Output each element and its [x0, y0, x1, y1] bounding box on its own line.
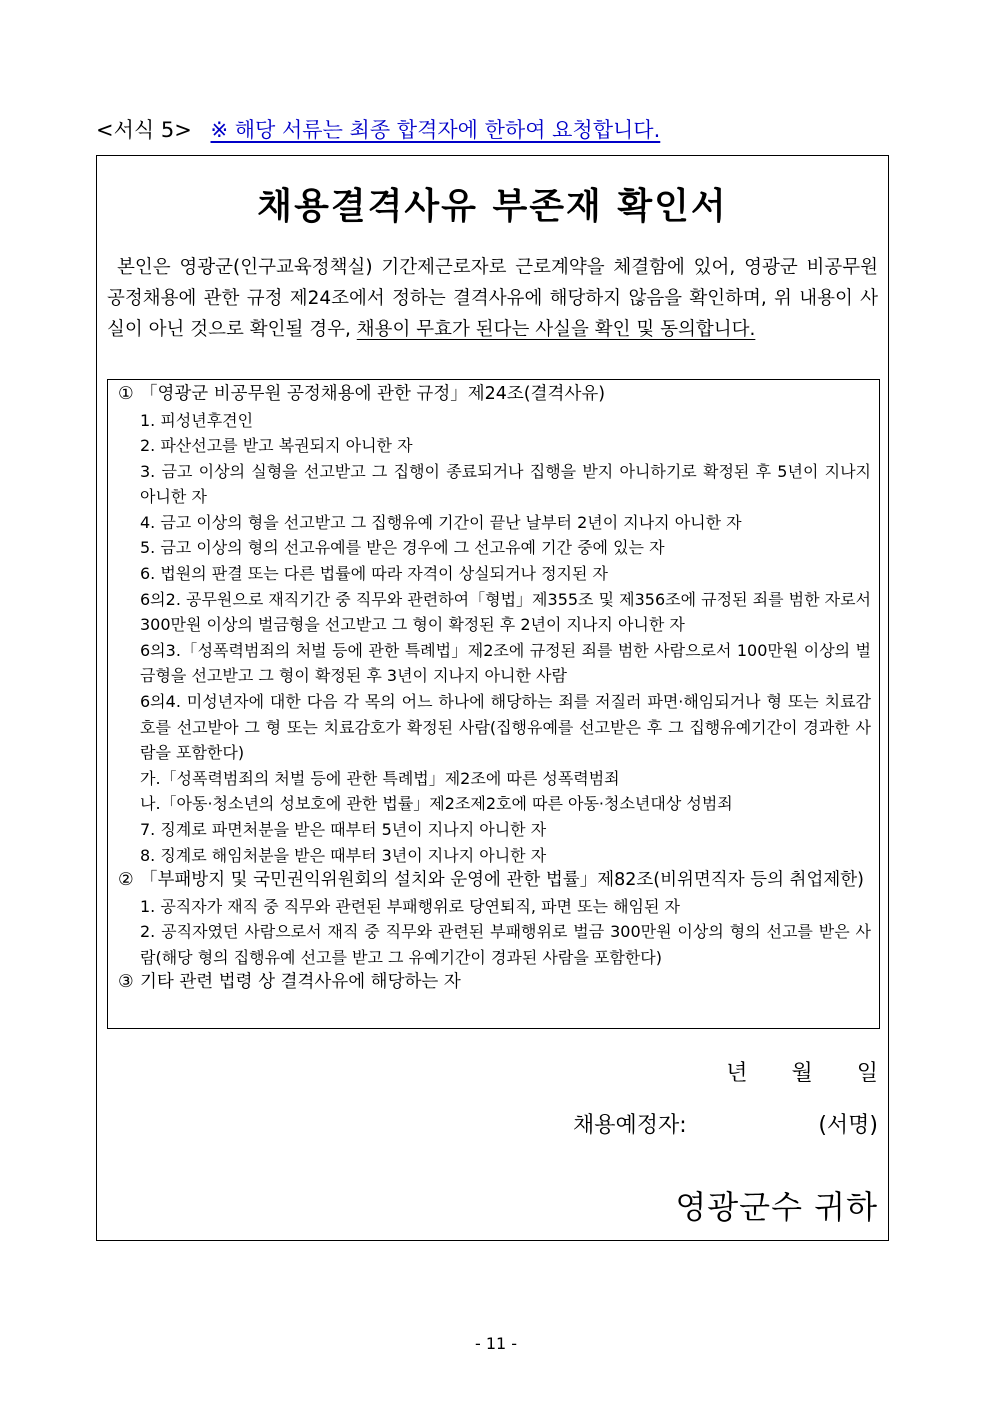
form-number-label: <서식 5>: [96, 118, 192, 142]
month-label: 월: [791, 1061, 813, 1086]
disqualification-regulations-box: [107, 379, 880, 1029]
form-header: [96, 114, 660, 144]
law1-items: [118, 408, 871, 869]
list-item: 6의4. 미성년자에 대한 다음 각 목의 어느 하나에 해당하는 죄를 저질러 파면·해임되거나 형 또는 치료감호를 선고받아 그 형 또는 치료감호가 확정된 사람(집행유예를 선고받은 후 그 집행유예기간이 경과한 사람을 포함한다): [140, 692, 871, 763]
list-item: 8. 징계로 해임처분을 받은 때부터 3년이 지나지 아니한 자: [140, 845, 547, 865]
list-item: 6의2. 공무원으로 재직기간 중 직무와 관련하여「형법」제355조 및 제356조에 규정된 죄를 범한 자로서 300만원 이상의 벌금형을 선고받고 그 형이 확정된 후 2년이 지나지 아니한 자: [140, 589, 871, 635]
list-item: 2. 공직자였던 사람으로서 재직 중 직무와 관련된 부패행위로 벌금 300만원 이상의 형의 선고를 받은 사람(해당 형의 집행유예 선고를 받고 그 유예기간이 경과된 사람을 포함한다): [140, 922, 871, 967]
list-item: 4. 금고 이상의 형을 선고받고 그 집행유예 기간이 끝난 날부터 2년이 지나지 아니한 자: [140, 512, 742, 532]
signature-line: [573, 1108, 878, 1139]
addressee: 영광군수 귀하: [675, 1188, 878, 1226]
law2-items: [118, 894, 871, 971]
list-item: 1. 피성년후견인: [140, 410, 254, 430]
final-applicant-notice: ※ 해당 서류는 최종 합격자에 한하여 요청합니다.: [210, 118, 661, 142]
law3-marker: ③: [118, 972, 134, 993]
law2-title: 「부패방지 및 국민권익위원회의 설치와 운영에 관한 법률」제82조(비위면직자 등의 취업제한): [140, 870, 865, 891]
intro-text: 본인은 영광군(인구교육정책실) 기간제근로자로 근로계약을 체결함에 있어, 영광군 비공무원 공정채용에 관한 규정 제24조에서 정하는 결격사유에 해당하지 않음을 확인하며, 위 내용이 사실이 아닌 것으로 확인될 경우,: [107, 257, 878, 340]
list-item: 6의3.「성폭력범죄의 처벌 등에 관한 특례법」제2조에 규정된 죄를 범한 사람으로서 100만원 이상의 벌금형을 선고받고 그 형이 확정된 후 3년이 지나지 아니한 사람: [140, 640, 871, 686]
law1-marker: ①: [118, 384, 134, 404]
list-item: 7. 징계로 파면처분을 받은 때부터 5년이 지나지 아니한 자: [140, 820, 547, 839]
list-item: 나.「아동·청소년의 성보호에 관한 법률」제2조제2호에 따른 아동·청소년대상 성범죄: [140, 794, 733, 814]
law1-heading: [118, 382, 871, 408]
year-label: 년: [726, 1061, 748, 1086]
intro-consent-text: 채용이 무효가 된다는 사실을 확인 및 동의합니다.: [356, 319, 756, 340]
signature-label: (서명): [818, 1113, 878, 1138]
law2-marker: ②: [118, 870, 134, 891]
confirmation-form: [96, 155, 889, 1241]
list-item: 6. 법원의 판결 또는 다른 법률에 따라 자격이 상실되거나 정지된 자: [140, 564, 608, 584]
law3-title: 기타 관련 법령 상 결격사유에 해당하는 자: [140, 972, 461, 993]
list-item: 2. 파산선고를 받고 복권되지 아니한 자: [140, 436, 413, 456]
law2-heading: [118, 868, 871, 894]
document-title: 채용결격사유 부존재 확인서: [257, 186, 728, 227]
list-item: 5. 금고 이상의 형의 선고유예를 받은 경우에 그 선고유예 기간 중에 있는 자: [140, 538, 665, 558]
page-number: - 11 -: [474, 1334, 518, 1353]
law1-title: 「영광군 비공무원 공정채용에 관한 규정」제24조(결격사유): [140, 384, 606, 404]
list-item: 3. 금고 이상의 실형을 선고받고 그 집행이 종료되거나 집행을 받지 아니하기로 확정된 후 5년이 지나지 아니한 자: [140, 461, 871, 507]
list-item: 1. 공직자가 재직 중 직무와 관련된 부패행위로 당연퇴직, 파면 또는 해임된 자: [140, 896, 680, 916]
list-item: 가.「성폭력범죄의 처벌 등에 관한 특례법」제2조에 따른 성폭력범죄: [140, 768, 620, 788]
applicant-label: 채용예정자:: [573, 1113, 687, 1138]
intro-paragraph: [107, 252, 878, 345]
law3-heading: [118, 970, 871, 996]
day-label: 일: [856, 1061, 878, 1086]
date-line: [726, 1056, 878, 1087]
